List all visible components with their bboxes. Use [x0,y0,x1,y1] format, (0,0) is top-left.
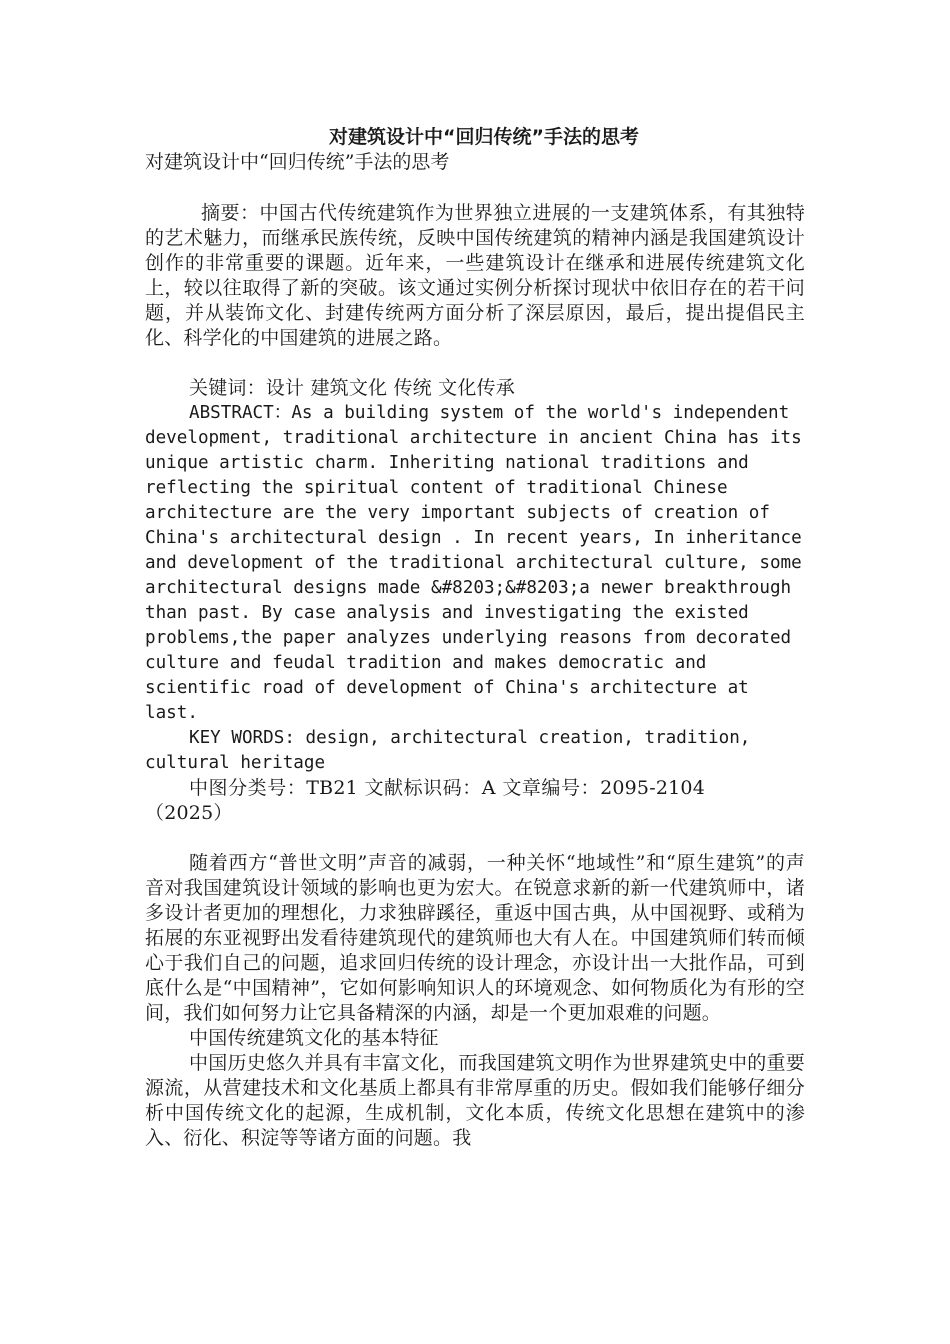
document-title: 对建筑设计中“回归传统”手法的思考 [329,126,639,148]
body-paragraph: 随着西方“普世文明”声音的减弱，一种关怀“地域性”和“原生建筑”的声音对我国建筑设计领域的影响也更为宏大。在锐意求新的新一代建筑师中，诸多设计者更加的理想化，力求独辟蹊径，重返中国古典，从中国视野、或稍为拓展的东亚视野出发看待建筑现代的建筑师也大有人在。中国建筑师们转而倾心于我们自己的问题，追求回归传统的设计理念，亦设计出一大批作品，可到底什么是“中国精神”，它如何影响知识人的环境观念、如何物质化为有形的空间，我们如何努力让它具备精深的内涵，却是一个更加艰难的问题。 [145,852,805,1024]
keywords-en: KEY WORDS: design, architectural creation, tradition, cultural heritage [145,728,751,773]
section-heading: 中国传统建筑文化的基本特征 [189,1027,439,1049]
abstract-cn: 摘要：中国古代传统建筑作为世界独立进展的一支建筑体系，有其独特的艺术魅力，而继承民族传统，反映中国传统建筑的精神内涵是我国建筑设计创作的非常重要的课题。近年来，一些建筑设计在继承和进展传统建筑文化上，较以往取得了新的突破。该文通过实例分析探讨现状中依旧存在的若干问题，并从装饰文化、封建传统两方面分析了深层原因，最后，提出提倡民主化、科学化的中国建筑的进展之路。 [145,202,805,349]
body-paragraph: 中国历史悠久并具有丰富文化，而我国建筑文明作为世界建筑史中的重要源流，从营建技术和文化基质上都具有非常厚重的历史。假如我们能够仔细分析中国传统文化的起源，生成机制，文化本质，传统文化思想在建筑中的渗入、衍化、积淀等等诸方面的问题。我 [145,1052,805,1149]
spacer [145,826,805,851]
classification-info: 中图分类号：TB21 文献标识码：A 文章编号：2095-2104（2025） [145,777,705,824]
keywords-cn: 关键词：设计 建筑文化 传统 文化传承 [189,377,515,399]
document-page [145,124,805,1151]
abstract-en: ABSTRACT：As a building system of the world's independent development, traditional architecture in ancient China has its unique artistic charm. Inheriting national traditions and reflecting the spiritual content of traditional Chinese architecture are the very important subjects of creation of China's architectural design . In recent years, In inheritance and development of the traditional architectural culture, some architectural designs made &#8203;&#8203;a newer breakthrough than past. By case analysis and investigating the existed problems,the paper analyzes underlying reasons from decorated culture and feudal tradition and makes democratic and scientific road of development of China's architecture at last. [145,403,802,723]
document-subtitle: 对建筑设计中“回归传统”手法的思考 [145,151,450,173]
spacer [145,351,805,376]
